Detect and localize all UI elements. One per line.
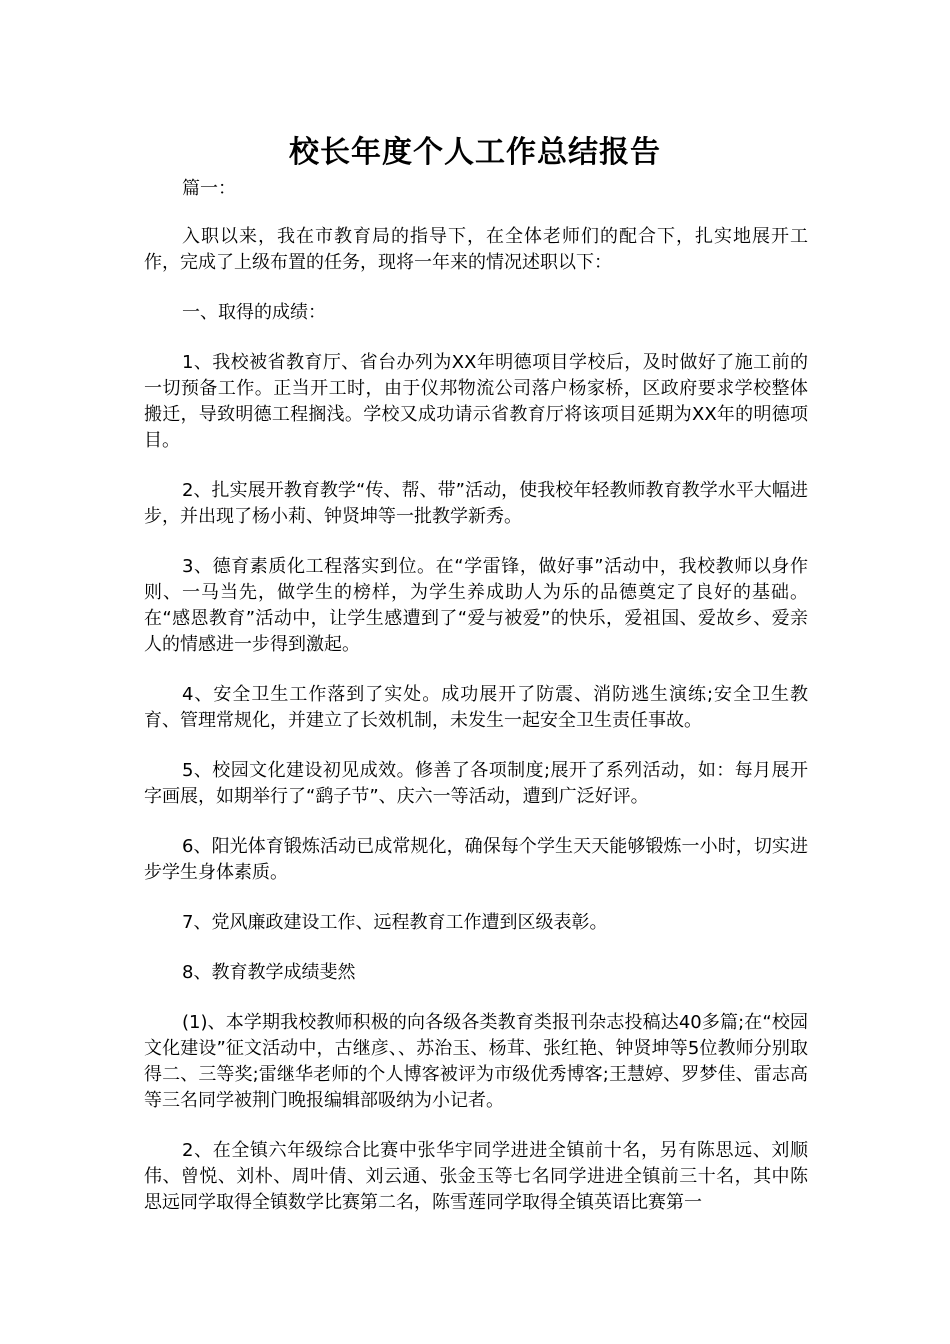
paragraph-item-2: 2、扎实展开教育教学“传、帮、带”活动，使我校年轻教师教育教学水平大幅进步，并出现了杨小莉、钟贤坤等一批教学新秀。 (144, 480, 808, 527)
paragraph-item-6: 6、阳光体育锻炼活动已成常规化，确保每个学生天天能够锻炼一小时，切实进步学生身体素质。 (144, 836, 808, 883)
paragraph-item-5: 5、校园文化建设初见成效。修善了各项制度;展开了系列活动，如：每月展开字画展，如期举行了“鹞子节”、庆六一等活动，遭到广泛好评。 (144, 760, 808, 807)
paragraph-intro: 入职以来，我在市教育局的指导下，在全体老师们的配合下，扎实地展开工作，完成了上级布置的任务，现将一年来的情况述职以下： (144, 226, 808, 273)
paragraph-item-1: 1、我校被省教育厅、省台办列为XX年明德项目学校后，及时做好了施工前的一切预备工作。正当开工时，由于仪邦物流公司落户杨家桥，区政府要求学校整体搬迁，导致明德工程搁浅。学校又成功请示省教育厅将该项目延期为XX年的明德项目。 (144, 352, 808, 451)
paragraph-subitem-2: 2、在全镇六年级综合比赛中张华宇同学进进全镇前十名，另有陈思远、刘顺伟、曾悦、刘朴、周叶倩、刘云通、张金玉等七名同学进进全镇前三十名，其中陈思远同学取得全镇数学比赛第二名，陈雪莲同学取得全镇英语比赛第一 (144, 1140, 808, 1213)
paragraph-item-3: 3、德育素质化工程落实到位。在“学雷锋，做好事”活动中，我校教师以身作则、一马当先，做学生的榜样，为学生养成助人为乐的品德奠定了良好的基础。在“感恩教育”活动中，让学生感遭到了“爱与被爱”的快乐，爱祖国、爱故乡、爱亲人的情感进一步得到激起。 (144, 556, 808, 655)
paragraph-item-4: 4、安全卫生工作落到了实处。成功展开了防震、消防逃生演练;安全卫生教育、管理常规化，并建立了长效机制，未发生一起安全卫生责任事故。 (144, 684, 808, 731)
paragraph-section-label: 篇一： (182, 178, 236, 199)
document-body (144, 176, 808, 1240)
paragraph-item-7: 7、党风廉政建设工作、远程教育工作遭到区级表彰。 (182, 912, 608, 933)
paragraph-item-8: 8、教育教学成绩斐然 (182, 962, 356, 983)
paragraph-subitem-1: (1)、本学期我校教师积极的向各级各类教育类报刊杂志投稿达40多篇;在“校园文化建设”征文活动中，古继彦、、苏治玉、杨茸、张红艳、钟贤坤等5位教师分别取得二、三等奖;雷继华老师的个人博客被评为市级优秀博客;王慧婷、罗梦佳、雷志高等三名同学被荆门晚报编辑部吸纳为小记者。 (144, 1012, 808, 1111)
document-title: 校长年度个人工作总结报告 (289, 135, 661, 170)
paragraph-heading-achievements: 一、取得的成绩： (182, 302, 326, 323)
